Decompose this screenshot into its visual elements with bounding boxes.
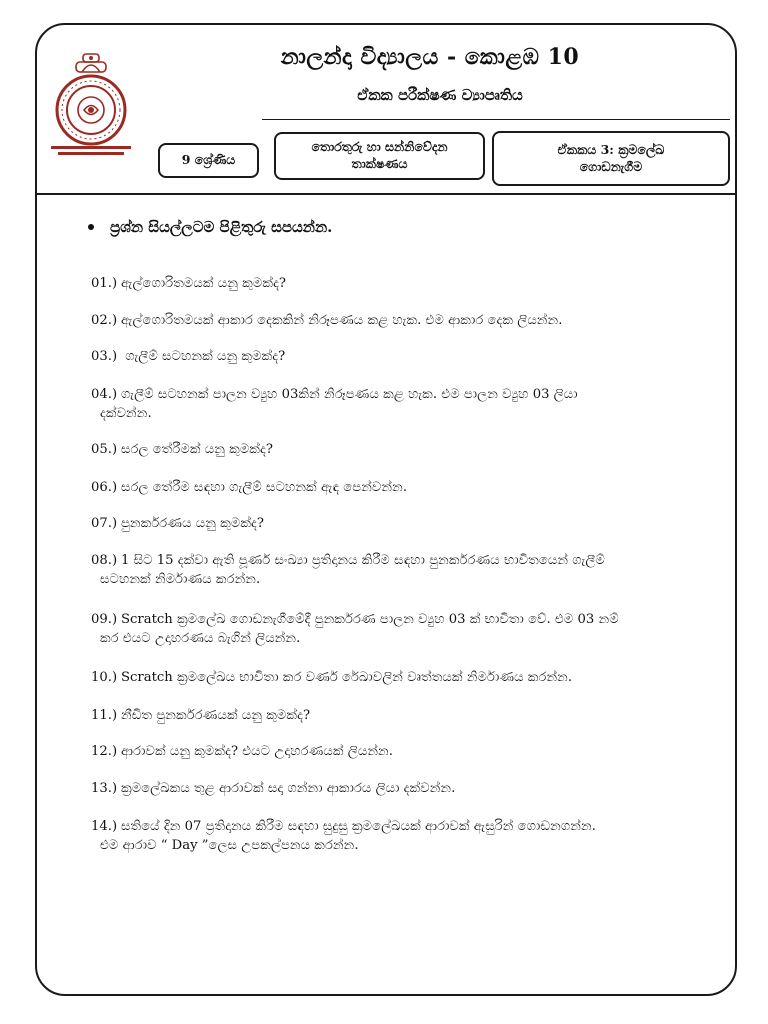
question-text-continued: එම ආරාව “ Day ”ලෙස උපකල්පනය කරන්න. bbox=[100, 838, 359, 853]
question-text-continued: දක්වන්න. bbox=[100, 406, 152, 421]
subject-box bbox=[274, 132, 485, 180]
unit-box bbox=[492, 131, 730, 186]
question-item bbox=[91, 347, 719, 366]
question-number: 14.) bbox=[91, 819, 118, 834]
question-text: Scratch ක්‍රමලේඛය භාවිතා කර වර්ණ රේඛාවලින් වෘත්තයක් නිර්මාණය කරන්න. bbox=[121, 670, 573, 685]
question-number: 04.) bbox=[91, 387, 118, 402]
grade-label: 9 ශ්‍රේණිය bbox=[181, 152, 236, 168]
question-number: 12.) bbox=[91, 744, 118, 759]
question-item bbox=[91, 742, 719, 761]
question-number: 03.) bbox=[91, 349, 118, 364]
question-text: පුනර්කරණය යනු කුමක්ද? bbox=[121, 516, 264, 531]
subject-line-1: තොරතුරු හා සන්නිවේදන bbox=[311, 139, 448, 155]
question-text: ඇල්ගොරිතමයක් යනු කුමක්ද? bbox=[121, 276, 286, 291]
question-text: 1 සිට 15 දක්වා ඇති පූර්ණ සංඛ්‍යා ප්‍රතිදානය කිරීම සඳහා පුනර්කරණය භාවිතයෙන් ගැලීම් bbox=[121, 553, 605, 568]
question-number: 10.) bbox=[91, 670, 118, 685]
question-text: සරල තේරීම සඳහා ගැලීම් සටහනක් ඇඳ පෙන්වන්න. bbox=[121, 480, 408, 495]
question-item bbox=[91, 440, 719, 459]
document-title: ඒකක පරීක්ෂණ ව්‍යාපෘතිය bbox=[357, 86, 523, 104]
school-crest-logo bbox=[46, 48, 136, 160]
question-text: ගැලීම් සටහනක් පාලන ව්‍යුහ 03කින් නිරූපණය කළ හැක. එම පාලන ව්‍යුහ 03 ලියා bbox=[121, 387, 578, 402]
question-number: 05.) bbox=[91, 442, 118, 457]
unit-line-2: ගොඩනැගීම bbox=[579, 158, 643, 174]
question-item bbox=[91, 311, 719, 330]
subject-line-2: තාක්ෂණය bbox=[351, 156, 408, 171]
question-item bbox=[91, 610, 719, 648]
question-text: සරල තේරීමක් යනු කුමක්ද? bbox=[121, 442, 273, 457]
question-item bbox=[91, 779, 719, 798]
question-number: 13.) bbox=[91, 781, 118, 796]
bullet-icon bbox=[88, 224, 94, 230]
title-rule bbox=[262, 119, 730, 120]
grade-box bbox=[158, 143, 259, 178]
instruction bbox=[88, 218, 332, 236]
question-item bbox=[91, 668, 719, 687]
question-text: Scratch ක්‍රමලේඛ ගොඩනැගීමේදී පුනර්කරණ පාලන ව්‍යුහ 03 ක් භාවිතා වේ. එම 03 නම් bbox=[121, 612, 619, 627]
header-divider bbox=[35, 193, 737, 195]
question-text-continued: කර එයට උදාහරණය බැගින් ලියන්න. bbox=[100, 631, 301, 646]
question-text: ඇල්ගොරිතමයක් ආකාර දෙකකින් නිරූපණය කළ හැක. එම ආකාර දෙක ලියන්න. bbox=[121, 313, 563, 328]
school-name: නාලන්දා විද්‍යාලය - කොළඹ 10 bbox=[280, 44, 580, 70]
question-text: සතියේ දින 07 ප්‍රතිදානය කිරීම සඳහා සුදුසු ක්‍රමලේඛයක් ආරාවක් ඇසුරින් ගොඩනගන්න. bbox=[121, 819, 596, 834]
question-number: 11.) bbox=[91, 708, 118, 723]
question-number: 06.) bbox=[91, 480, 118, 495]
question-text: ගැලීම් සටහනක් යනු කුමක්ද? bbox=[121, 349, 286, 364]
question-number: 08.) bbox=[91, 553, 118, 568]
question-text: ක්‍රමලේඛකය තුළ ආරාවක් සදා ගන්නා ආකාරය ලියා දක්වන්න. bbox=[121, 781, 456, 796]
unit-line-1: ඒකකය 3: ක්‍රමලේඛ bbox=[557, 141, 665, 157]
question-item bbox=[91, 817, 719, 855]
question-item bbox=[91, 551, 719, 589]
question-item bbox=[91, 706, 719, 725]
question-item bbox=[91, 514, 719, 533]
question-text: ආරාවක් යනු කුමක්ද? එයට උදාහරණයක් ලියන්න. bbox=[121, 744, 393, 759]
question-item bbox=[91, 274, 719, 293]
question-number: 01.) bbox=[91, 276, 118, 291]
question-item bbox=[91, 478, 719, 497]
instruction-text: ප්‍රශ්න සියල්ලටම පිළිතුරු සපයන්න. bbox=[110, 218, 333, 236]
question-item bbox=[91, 385, 719, 423]
question-number: 07.) bbox=[91, 516, 118, 531]
question-number: 02.) bbox=[91, 313, 118, 328]
question-number: 09.) bbox=[91, 612, 118, 627]
question-text: නීඩිත පුනර්කරණයක් යනු කුමක්ද? bbox=[121, 708, 311, 723]
question-text-continued: සටහනක් නිර්මාණය කරන්න. bbox=[100, 572, 261, 587]
